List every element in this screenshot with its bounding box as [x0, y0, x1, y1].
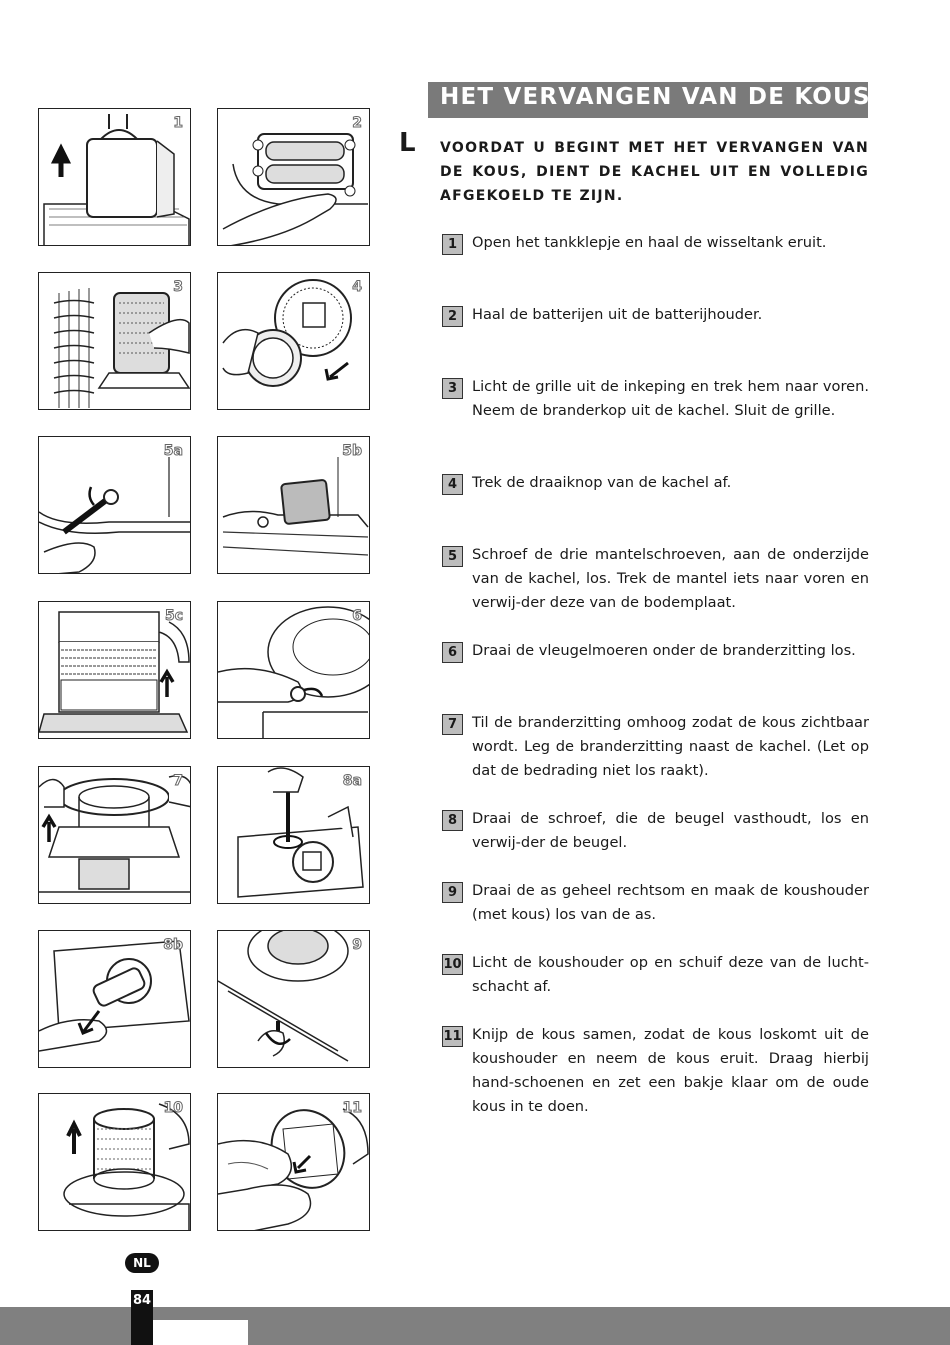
- wing-nut-illustration: [218, 602, 370, 739]
- language-badge: NL: [125, 1253, 159, 1273]
- figure-1: [38, 108, 191, 246]
- step-text: Draai de vleugelmoeren onder de branderzitting los.: [472, 642, 856, 659]
- burner-seat-illustration: [39, 767, 191, 904]
- step-text: Haal de batterijen uit de batterijhouder.: [472, 306, 763, 323]
- figure-label: 7: [173, 773, 183, 789]
- figure-label: 4: [352, 279, 362, 295]
- figure-9: [217, 930, 370, 1068]
- figure-7: [38, 766, 191, 904]
- step-number-badge: 2: [442, 306, 463, 327]
- intro-warning: VOORDAT U BEGINT MET HET VERVANGEN VAN DE KOUS, DIENT DE KACHEL UIT EN VOLLEDIG AFGEKOELD TE ZIJN.: [440, 140, 869, 204]
- figure-label: 5c: [164, 608, 183, 624]
- knob-illustration: [218, 273, 370, 410]
- battery-holder-illustration: [218, 109, 370, 246]
- figure-5c: [38, 601, 191, 739]
- figure-label: 8a: [342, 773, 362, 789]
- step-number-badge: 5: [442, 546, 463, 567]
- figure-label: 8b: [163, 937, 183, 953]
- step-number-badge: 10: [442, 954, 463, 975]
- step-number-badge: 4: [442, 474, 463, 495]
- wick-holder-illustration: [218, 931, 370, 1068]
- step-text: Draai de as geheel rechtsom en maak de koushouder (met kous) los van de as.: [472, 882, 869, 923]
- step-text: Licht de koushouder op en schuif deze van de lucht-schacht af.: [472, 954, 869, 995]
- step-text: Open het tankklepje en haal de wisseltank eruit.: [472, 234, 827, 251]
- grille-illustration: [39, 273, 191, 410]
- page-number: 84: [132, 1293, 152, 1308]
- tank-removal-illustration: [39, 109, 191, 246]
- step-text: Draai de schroef, die de beugel vasthoudt, los en verwij-der de beugel.: [472, 810, 869, 851]
- figure-label: 5b: [342, 443, 362, 459]
- figure-10: [38, 1093, 191, 1231]
- figure-5b: [217, 436, 370, 574]
- step-number-badge: 3: [442, 378, 463, 399]
- step-text: Schroef de drie mantelschroeven, aan de onderzijde van de kachel, los. Trek de mantel iets naar voren en verwij-der deze van de bodemplaat.: [472, 546, 869, 611]
- figure-label: 2: [352, 115, 362, 131]
- step-number-badge: 6: [442, 642, 463, 663]
- figure-5a: [38, 436, 191, 574]
- figure-label: 3: [173, 279, 183, 295]
- step-number-badge: 8: [442, 810, 463, 831]
- figure-6: [217, 601, 370, 739]
- step-text: Licht de grille uit de inkeping en trek hem naar voren. Neem de branderkop uit de kachel. Sluit de grille.: [472, 378, 869, 419]
- footer-white-block: [153, 1320, 248, 1345]
- figure-label: 11: [342, 1100, 362, 1116]
- step-number-badge: 7: [442, 714, 463, 735]
- figure-8a: [217, 766, 370, 904]
- figure-4: [217, 272, 370, 410]
- illustration-grid: [0, 0, 420, 1240]
- step-text: Til de branderzitting omhoog zodat de kous zichtbaar wordt. Leg de branderzitting naast de kachel. (Let op dat de bedrading niet los raakt).: [472, 714, 869, 779]
- page-title: HET VERVANGEN VAN DE KOUS: [440, 84, 871, 110]
- figure-label: 9: [352, 937, 362, 953]
- figure-2: [217, 108, 370, 246]
- step-number-badge: 1: [442, 234, 463, 255]
- step-number-badge: 11: [442, 1026, 463, 1047]
- step-number-badge: 9: [442, 882, 463, 903]
- figure-label: 6: [352, 608, 362, 624]
- figure-11: [217, 1093, 370, 1231]
- step-text: Knijp de kous samen, zodat de kous loskomt uit de koushouder en neem de kous eruit. Draag hierbij hand-schoenen en zet een bakje klaar om de oude kous in te doen.: [472, 1026, 869, 1115]
- step-text: Trek de draaiknop van de kachel af.: [472, 474, 732, 491]
- section-letter: L: [399, 128, 416, 158]
- figure-8b: [38, 930, 191, 1068]
- figure-label: 10: [163, 1100, 183, 1116]
- figure-3: [38, 272, 191, 410]
- figure-label: 5a: [163, 443, 183, 459]
- figure-label: 1: [173, 115, 183, 131]
